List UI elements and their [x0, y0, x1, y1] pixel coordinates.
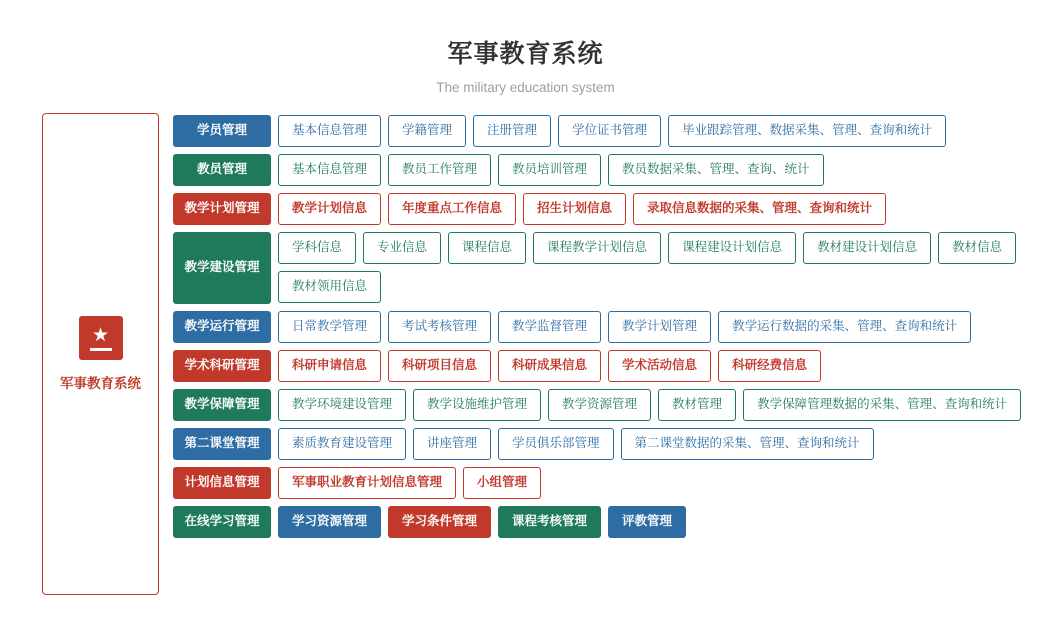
module-node[interactable]: 科研项目信息 — [388, 350, 491, 382]
page-title: 军事教育系统 — [447, 40, 604, 68]
module-node[interactable]: 学习资源管理 — [278, 506, 381, 538]
module-node[interactable]: 考试考核管理 — [388, 311, 491, 343]
module-node[interactable]: 课程信息 — [448, 232, 526, 264]
category-row — [173, 154, 1051, 186]
module-node[interactable]: 教材领用信息 — [278, 271, 381, 303]
category-items — [278, 389, 1021, 421]
category-node[interactable]: 计划信息管理 — [173, 467, 271, 499]
module-node[interactable]: 课程建设计划信息 — [668, 232, 796, 264]
root-node — [42, 113, 159, 595]
category-node[interactable]: 教员管理 — [173, 154, 271, 186]
module-node[interactable]: 教学运行数据的采集、管理、查询和统计 — [718, 311, 971, 343]
module-node[interactable]: 教员培训管理 — [498, 154, 601, 186]
module-node[interactable]: 评教管理 — [608, 506, 686, 538]
module-node[interactable]: 军事职业教育计划信息管理 — [278, 467, 456, 499]
module-node[interactable]: 讲座管理 — [413, 428, 491, 460]
module-node[interactable]: 素质教育建设管理 — [278, 428, 406, 460]
module-node[interactable]: 教员工作管理 — [388, 154, 491, 186]
module-node[interactable]: 年度重点工作信息 — [388, 193, 516, 225]
module-node[interactable]: 日常教学管理 — [278, 311, 381, 343]
module-node[interactable]: 学科信息 — [278, 232, 356, 264]
title-block — [0, 0, 1051, 95]
module-node[interactable]: 录取信息数据的采集、管理、查询和统计 — [633, 193, 886, 225]
module-node[interactable]: 基本信息管理 — [278, 154, 381, 186]
module-node[interactable]: 科研申请信息 — [278, 350, 381, 382]
category-row — [173, 115, 1051, 147]
category-row — [173, 428, 1051, 460]
module-node[interactable]: 学籍管理 — [388, 115, 466, 147]
category-node[interactable]: 教学保障管理 — [173, 389, 271, 421]
module-node[interactable]: 教材建设计划信息 — [803, 232, 931, 264]
category-items — [278, 232, 1051, 303]
icon-bar — [90, 348, 112, 351]
page-subtitle: The military education system — [436, 79, 615, 95]
category-node[interactable]: 学术科研管理 — [173, 350, 271, 382]
module-node[interactable]: 学术活动信息 — [608, 350, 711, 382]
book-star-icon — [79, 316, 123, 360]
category-items — [278, 311, 971, 343]
module-node[interactable]: 科研成果信息 — [498, 350, 601, 382]
category-items — [278, 428, 874, 460]
category-items — [278, 506, 686, 538]
module-node[interactable]: 专业信息 — [363, 232, 441, 264]
module-node[interactable]: 学员俱乐部管理 — [498, 428, 614, 460]
category-row — [173, 389, 1051, 421]
category-rows — [173, 113, 1051, 538]
diagram-body — [0, 113, 1051, 595]
module-node[interactable]: 毕业跟踪管理、数据采集、管理、查询和统计 — [668, 115, 946, 147]
module-node[interactable]: 教材管理 — [658, 389, 736, 421]
module-node[interactable]: 教材信息 — [938, 232, 1016, 264]
module-node[interactable]: 学习条件管理 — [388, 506, 491, 538]
module-node[interactable]: 教员数据采集、管理、查询、统计 — [608, 154, 824, 186]
module-node[interactable]: 教学资源管理 — [548, 389, 651, 421]
category-items — [278, 154, 824, 186]
module-node[interactable]: 教学计划信息 — [278, 193, 381, 225]
category-row — [173, 232, 1051, 304]
category-row — [173, 506, 1051, 538]
module-node[interactable]: 课程教学计划信息 — [533, 232, 661, 264]
module-node[interactable]: 科研经费信息 — [718, 350, 821, 382]
category-node[interactable]: 第二课堂管理 — [173, 428, 271, 460]
root-node-label: 军事教育系统 — [60, 375, 141, 391]
module-node[interactable]: 课程考核管理 — [498, 506, 601, 538]
category-items — [278, 115, 946, 147]
module-node[interactable]: 教学计划管理 — [608, 311, 711, 343]
category-items — [278, 193, 886, 225]
category-node[interactable]: 教学建设管理 — [173, 232, 271, 304]
category-row — [173, 311, 1051, 343]
category-node[interactable]: 学员管理 — [173, 115, 271, 147]
module-node[interactable]: 招生计划信息 — [523, 193, 626, 225]
module-node[interactable]: 教学设施维护管理 — [413, 389, 541, 421]
category-items — [278, 350, 821, 382]
module-node[interactable]: 教学监督管理 — [498, 311, 601, 343]
module-node[interactable]: 学位证书管理 — [558, 115, 661, 147]
module-node[interactable]: 教学环境建设管理 — [278, 389, 406, 421]
module-node[interactable]: 第二课堂数据的采集、管理、查询和统计 — [621, 428, 874, 460]
star-glyph: ★ — [91, 324, 110, 346]
category-row — [173, 350, 1051, 382]
module-node[interactable]: 小组管理 — [463, 467, 541, 499]
category-row — [173, 193, 1051, 225]
module-node[interactable]: 教学保障管理数据的采集、管理、查询和统计 — [743, 389, 1021, 421]
category-node[interactable]: 教学计划管理 — [173, 193, 271, 225]
category-items — [278, 467, 541, 499]
category-node[interactable]: 教学运行管理 — [173, 311, 271, 343]
category-row — [173, 467, 1051, 499]
module-node[interactable]: 注册管理 — [473, 115, 551, 147]
module-node[interactable]: 基本信息管理 — [278, 115, 381, 147]
category-node[interactable]: 在线学习管理 — [173, 506, 271, 538]
